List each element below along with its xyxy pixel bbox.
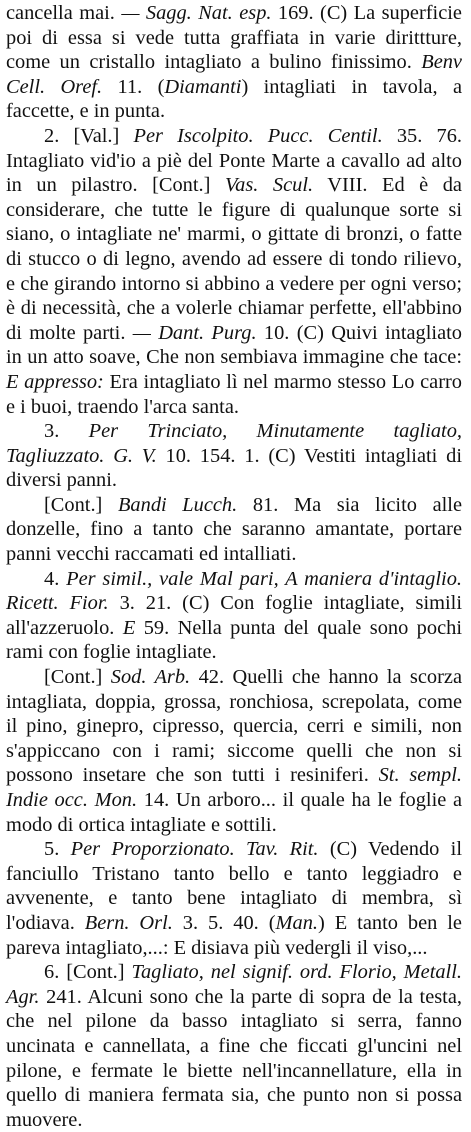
sense-5 xyxy=(6,837,462,960)
body-text: 14. Un arboro... il quale ha le foglie a modo di ortica intagliate e sottili. xyxy=(6,789,463,836)
italic-reference: Per Trinciato, Minutamente tagliato, Tagliuzzato. G. V. xyxy=(6,420,462,467)
body-text: 241. Alcuni sono che la parte di sopra de la testa, che nel pilone da basso intagliato si serra, fanno uncinata e cannellata, a fine che ficcati gl'uncini nel pilone, e fermate le biette nell'incannellature, ella in quello di maniera fermata sia, che punto non si possa muovere. xyxy=(6,985,462,1131)
italic-reference: St. sempl. Indie occ. Mon. xyxy=(6,764,462,811)
body-text: 10. 154. 1. (C) Vestiti intagliati di diversi panni. xyxy=(6,444,462,492)
body-text: ) E tanto ben le pareva intagliato,...: E disiava più vedergli il viso,... xyxy=(6,911,462,959)
body-text: ) intagliati in tavola, a faccette, e in punta. xyxy=(6,75,462,123)
body-text: 35. 76. Intagliato vid'io a piè del Ponte Marte a cavallo ad alto in un pilastro. [Cont.] xyxy=(6,124,462,197)
italic-reference: Per Proporzionato. Tav. Rit. xyxy=(70,838,319,861)
body-text: 42. Quelli che hanno la scorza intagliata, doppia, grossa, ronchiosa, screpolata, come il pino, ginepro, cipresso, quercia, cerri e simili, non s'appiccano con i rami; siccome quelli che non si possono insetare che son tutti i resiniferi. xyxy=(6,666,462,787)
body-text: 2. [Val.] xyxy=(44,124,134,147)
body-text: 3. 5. 40. ( xyxy=(172,911,276,934)
italic-reference: — Sagg. Nat. esp. xyxy=(121,2,272,24)
italic-reference: Per simil., vale Mal pari, A maniera d'intaglio. Ricett. Fior. xyxy=(6,567,462,615)
italic-reference: Man. xyxy=(275,911,319,934)
body-text: 4. xyxy=(44,567,67,590)
italic-reference: Vas. Scul. xyxy=(224,174,314,197)
body-text: 59. Nella punta del quale sono pochi rami con foglie intagliate. xyxy=(6,616,462,664)
body-text: 11. ( xyxy=(102,75,165,98)
body-text: 81. Ma sia licito alle donzelle, fino a tanto che saranno amantate, portare panni vecchi raccamati ed intalliati. xyxy=(6,493,463,566)
body-text: VIII. Ed è da considerare, che tutte le figure di qualunque sorte si siano, o intagliate ne' marmi, o gittate di bronzi, o fatte di stucco o di legno, avendo ad essere di tondo rilievo, e che girando intorno si abbino a vedere per ogni verso; è di necessità, che a volerle chiamar perfette, ell'abbino di molte parti. xyxy=(6,174,462,344)
sense-3-citation xyxy=(6,493,462,567)
italic-reference: Sod. Arb. xyxy=(110,666,191,689)
italic-reference: Diamanti xyxy=(164,75,242,98)
body-text: 6. [Cont.] xyxy=(44,961,132,984)
italic-reference: E xyxy=(122,616,136,639)
italic-reference: Bandi Lucch. xyxy=(117,493,238,516)
body-text: (C) Vedendo il fanciullo Tristano tanto bello e tanto leggiadro e avvenente, e tanto bene intagliato di membra, sì l'odiava. xyxy=(6,838,462,934)
entry-continuation xyxy=(6,1,462,124)
italic-reference: Bern. Orl. xyxy=(84,911,173,934)
sense-6 xyxy=(6,960,462,1132)
body-text: 10. (C) Quivi intagliato in un atto soave, Che non sembiava immagine che tace: xyxy=(6,321,462,369)
sense-2 xyxy=(6,124,462,419)
body-text: 169. (C) La superficie poi di essa si vede tutta graffiata in varie dirittture, come un cristallo intagliato a bulino finissimo. xyxy=(6,2,462,74)
sense-4-citation xyxy=(6,665,462,837)
body-text: cancella mai. xyxy=(6,2,122,24)
body-text: [Cont.] xyxy=(44,666,111,689)
italic-reference: Tagliato, nel signif. ord. Florio, Metall. Agr. xyxy=(6,961,462,1008)
italic-reference: E appresso: xyxy=(6,370,104,393)
body-text: 5. xyxy=(44,838,71,861)
italic-reference: Per Iscolpito. Pucc. Centil. xyxy=(133,124,383,147)
sense-4 xyxy=(6,567,462,665)
body-text: 3. xyxy=(44,420,89,443)
body-text: Era intagliato lì nel marmo stesso Lo carro e i buoi, traendo l'arca santa. xyxy=(6,370,462,418)
italic-reference: — Dant. Purg. xyxy=(132,321,257,344)
italic-reference: Benv Cell. Oref. xyxy=(6,51,462,98)
body-text: 3. 21. (C) Con foglie intagliate, simili all'azzeruolo. xyxy=(6,592,462,639)
body-text: [Cont.] xyxy=(44,493,118,516)
sense-3 xyxy=(6,419,462,493)
